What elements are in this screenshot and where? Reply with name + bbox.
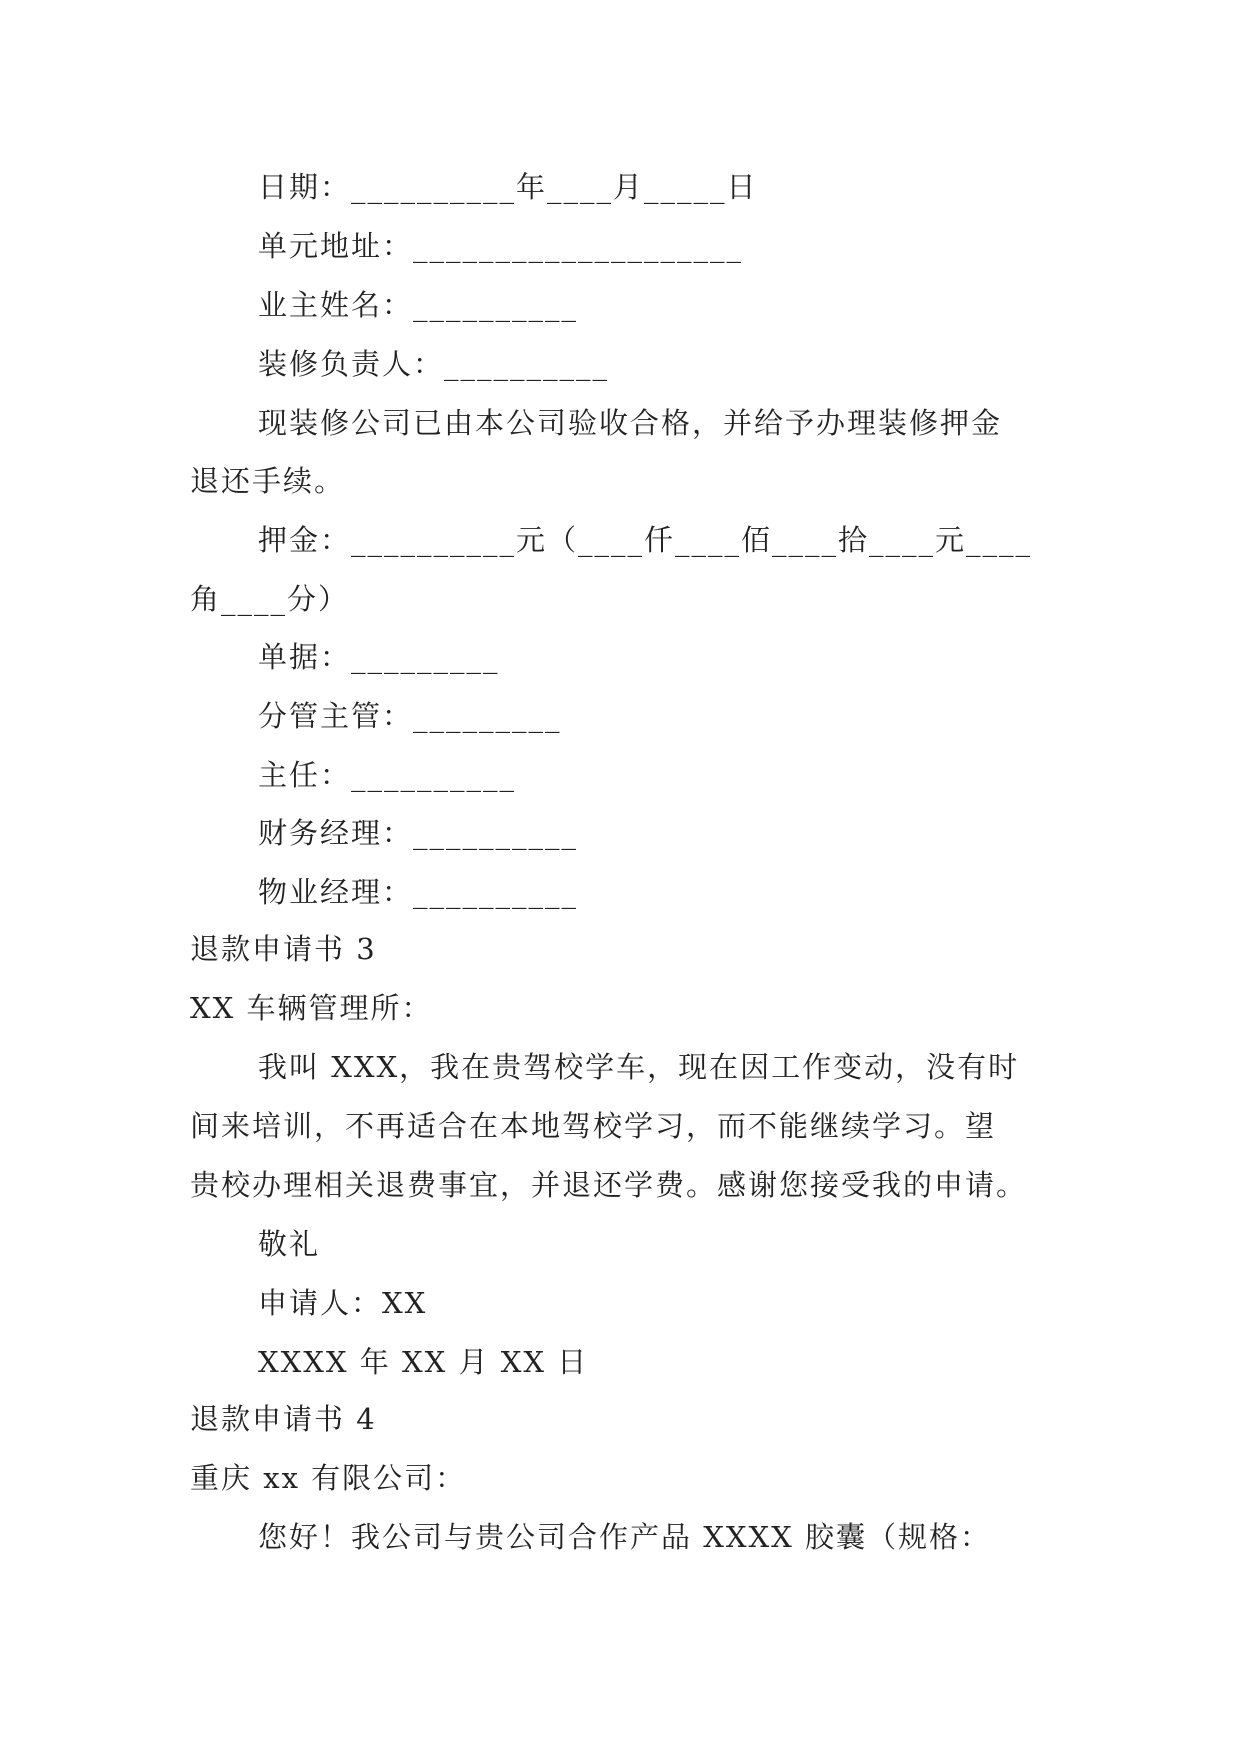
- date-field: 日期：__________年____月_____日: [258, 170, 758, 204]
- deposit-line-2: 角____分）: [190, 582, 350, 616]
- letter3-applicant: 申请人：XX: [258, 1286, 428, 1320]
- letter3-date: XXXX 年 XX 月 XX 日: [258, 1345, 589, 1379]
- renovation-lead-field: 装修负责人：__________: [258, 347, 610, 381]
- owner-name-field: 业主姓名：__________: [258, 288, 579, 322]
- unit-address-field: 单元地址：____________________: [258, 229, 744, 263]
- supervisor-field: 分管主管：_________: [258, 699, 562, 733]
- notice-line-2: 退还手续。: [190, 464, 346, 498]
- deposit-line-1: 押金：__________元（____仟____佰____拾____元____: [258, 523, 1033, 557]
- letter3-body-line-1: 我叫 XXX，我在贵驾校学车，现在因工作变动，没有时: [258, 1050, 1020, 1084]
- notice-line-1: 现装修公司已由本公司验收合格，并给予办理装修押金: [258, 406, 1003, 440]
- director-field: 主任：__________: [258, 758, 517, 792]
- receipt-field: 单据：_________: [258, 640, 500, 674]
- finance-manager-field: 财务经理：__________: [258, 816, 579, 850]
- letter4-recipient: 重庆 xx 有限公司：: [190, 1461, 467, 1495]
- letter3-recipient: XX 车辆管理所：: [190, 991, 433, 1025]
- letter4-body-line-1: 您好！我公司与贵公司合作产品 XXXX 胶囊（规格：: [258, 1520, 992, 1554]
- letter3-closing: 敬礼: [258, 1227, 321, 1261]
- letter3-body-line-2: 间来培训，不再适合在本地驾校学习，而不能继续学习。望: [190, 1109, 997, 1143]
- letter3-heading: 退款申请书 3: [190, 932, 377, 966]
- letter3-body-line-3: 贵校办理相关退费事宜，并退还学费。感谢您接受我的申请。: [190, 1168, 1028, 1202]
- letter4-heading: 退款申请书 4: [190, 1402, 377, 1436]
- property-manager-field: 物业经理：__________: [258, 875, 579, 909]
